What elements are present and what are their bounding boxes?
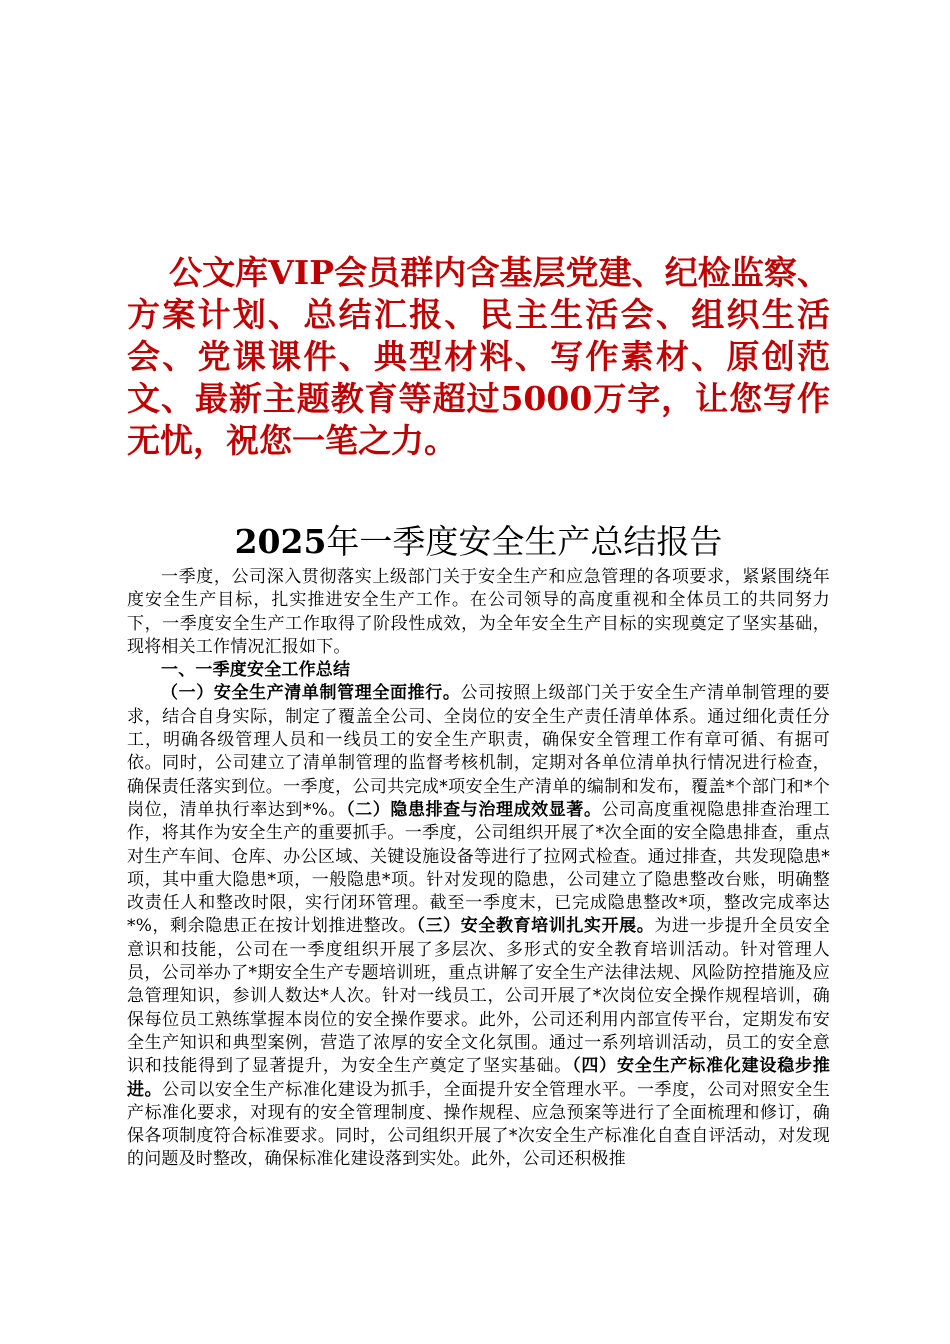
paragraph-text-3: 为进一步提升全员安全意识和技能，公司在一季度组织开展了多层次、多形式的安全教育培训活动。针对管理人员，公司举办了*期安全生产专题培训班，重点讲解了安全生产法律法规、风险防控措施及应急管理知识，参训人数达*人次。针对一线员工，公司开展了*次岗位安全操作规程培训，确保每位员工熟练掌握本岗位的安全操作要求。此外，公司还利用内部宣传平台，定期发布安全生产知识和典型案例，营造了浓厚的安全文化氛围。通过一系列培训活动，员工的安全意识和技能得到了显著提升，为安全生产奠定了坚实基础。 (127, 916, 830, 1077)
subheading-2: （二）隐患排查与治理成效显著。 (346, 799, 602, 820)
subheading-4: （四）安全生产标准化建设稳步推进。 (127, 1056, 831, 1100)
promo-text: 公文库VIP会员群内含基层党建、纪检监察、方案计划、总结汇报、民主生活会、组织生活会、党课课件、典型材料、写作素材、原创范文、最新主题教育等超过5000万字，让您写作无忧，祝您一笔之力。 (127, 253, 830, 460)
section-heading: 一、一季度安全工作总结 (161, 660, 351, 681)
paragraph-text-1: 公司按照上级部门关于安全生产清单制管理的要求，结合自身实际，制定了覆盖全公司、全岗位的安全生产责任清单体系。通过细化责任分工，明确各级管理人员和一线员工的安全生产职责，确保安全管理工作有章可循、有据可依。同时，公司建立了清单制管理的监督考核机制，定期对各单位清单执行情况进行检查，确保责任落实到位。一季度，公司共完成*项安全生产清单的编制和发布，覆盖*个部门和*个岗位，清单执行率达到*%。 (127, 683, 831, 820)
subheading-1: （一）安全生产清单制管理全面推行。 (161, 683, 461, 704)
title-text: 年一季度安全生产总结报告 (326, 522, 723, 561)
intro-paragraph: 一季度，公司深入贯彻落实上级部门关于安全生产和应急管理的各项要求，紧紧围绕年度安全生产目标，扎实推进安全生产工作。在公司领导的高度重视和全体员工的共同努力下，一季度安全生产工作取得了阶段性成效，为全年安全生产目标的实现奠定了坚实基础，现将相关工作情况汇报如下。 (127, 567, 830, 657)
subheading-3: （三）安全教育培训扎实开展。 (416, 916, 655, 937)
paragraph-text-4: 公司以安全生产标准化建设为抓手，全面提升安全管理水平。一季度，公司对照安全生产标准化要求，对现有的安全管理制度、操作规程、应急预案等进行了全面梳理和修订，确保各项制度符合标准要求。同时，公司组织开展了*次安全生产标准化自查自评活动，对发现的问题及时整改，确保标准化建设落到实处。此外，公司还积极推 (127, 1079, 830, 1170)
document-body (127, 566, 830, 1172)
promo-banner (127, 252, 830, 462)
title-year: 2025 (234, 522, 327, 561)
paragraph-text-2: 公司高度重视隐患排查治理工作，将其作为安全生产的重要抓手。一季度，公司组织开展了*次全面的安全隐患排查，重点对生产车间、仓库、办公区域、关键设施设备等进行了拉网式检查。通过排查，共发现隐患*项，其中重大隐患*项，一般隐患*项。针对发现的隐患，公司建立了隐患整改台账，明确整改责任人和整改时限，实行闭环管理。截至一季度末，已完成隐患整改*项，整改完成率达*%，剩余隐患正在按计划推进整改。 (127, 799, 830, 937)
document-title (127, 520, 830, 564)
main-paragraph (127, 682, 830, 1171)
